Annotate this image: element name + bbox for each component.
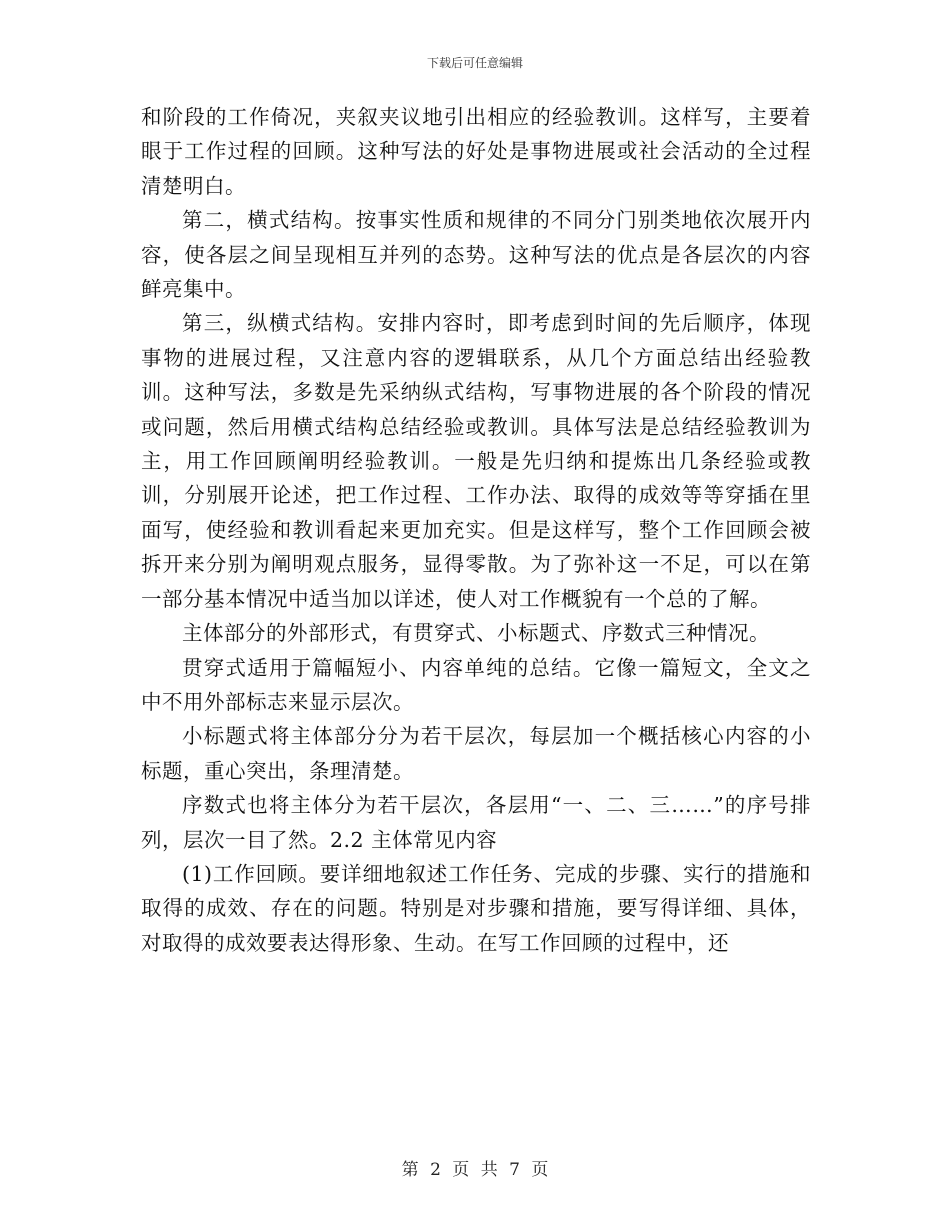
page-number: 第 2 页 共 7 页	[401, 1160, 549, 1180]
paragraph-4: 主体部分的外部形式，有贯穿式、小标题式、序数式三种情况。	[182, 621, 770, 646]
paragraph-2: 第二，横式结构。按事实性质和规律的不同分门别类地依次展开内容，使各层之间呈现相互并列的态势。这种写法的优点是各层次的内容鲜亮集中。	[141, 208, 811, 302]
paragraph-6: 小标题式将主体部分分为若干层次，每层加一个概括核心内容的小标题，重心突出，条理清楚。	[141, 724, 811, 783]
paragraph-3: 第三，纵横式结构。安排内容时，即考虑到时间的先后顺序，体现事物的进展过程，又注意内容的逻辑联系，从几个方面总结出经验教训。这种写法，多数是先采纳纵式结构，写事物进展的各个阶段的情况或问题，然后用横式结构总结经验或教训。具体写法是总结经验教训为主，用工作回顾阐明经验教训。一般是先归纳和提炼出几条经验或教训，分别展开论述，把工作过程、工作办法、取得的成效等等穿插在里面写，使经验和教训看起来更加充实。但是这样写，整个工作回顾会被拆开来分别为阐明观点服务，显得零散。为了弥补这一不足，可以在第一部分基本情况中适当加以详述，使人对工作概貌有一个总的了解。	[141, 311, 811, 611]
paragraph-1: 和阶段的工作倚况，夹叙夹议地引出相应的经验教训。这样写，主要着眼于工作过程的回顾。这种写法的好处是事物进展或社会活动的全过程清楚明白。	[141, 105, 811, 198]
paragraph-8: (1)工作回顾。要详细地叙述工作任务、完成的步骤、实行的措施和取得的成效、存在的问题。特别是对步骤和措施，要写得详细、具体，对取得的成效要表达得形象、生动。在写工作回顾的过程中，还	[141, 861, 811, 955]
paragraph-5: 贯穿式适用于篇幅短小、内容单纯的总结。它像一篇短文，全文之中不用外部标志来显示层次。	[141, 655, 811, 714]
header-note: 下载后可任意编辑	[426, 56, 523, 70]
paragraph-7: 序数式也将主体分为若干层次，各层用“一、二、三……”的序号排列，层次一目了然。2.2 主体常见内容	[141, 793, 811, 852]
document-body	[141, 100, 811, 960]
